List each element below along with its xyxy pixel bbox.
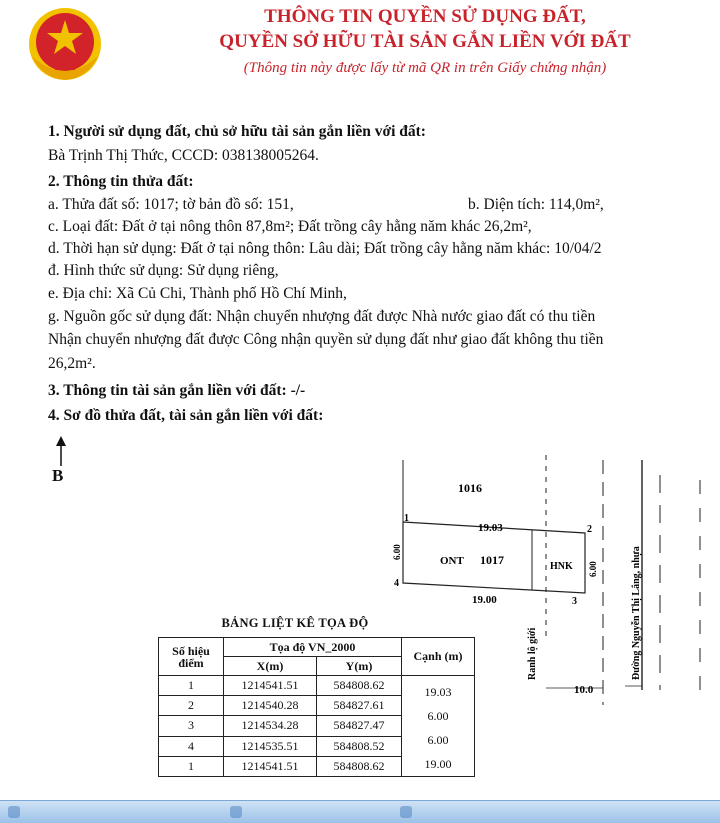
point-2-label: 2 [587,524,592,535]
origin-line2: Nhận chuyển nhượng đất được Công nhận quyền sử dụng đất như giao đất không thu tiền [48,331,604,348]
x-cell: 1214535.51 [224,736,317,756]
edge-value: 19.00 [424,757,452,771]
point-3-label: 3 [572,596,577,607]
edge-left-label: 6.00 [392,544,402,560]
parcel-number-label: 1017 [480,553,504,567]
point-cell: 3 [159,716,224,736]
document-title-line2: QUYỀN SỞ HỮU TÀI SẢN GẮN LIỀN VỚI ĐẤT [219,31,631,52]
section3-heading: 3. Thông tin tài sản gắn liền với đất: -/- [48,382,306,399]
y-cell: 584827.47 [317,716,402,736]
point-cell: 2 [159,696,224,716]
neighbor-parcel-label: 1016 [458,481,482,495]
document-title-line1: THÔNG TIN QUYỀN SỬ DỤNG ĐẤT, [264,6,586,27]
road-width-label: 10.0 [574,684,594,696]
col-coord-header: Tọa độ VN_2000 [224,638,402,657]
col-y-header: Y(m) [317,657,402,676]
section2-heading: 2. Thông tin thửa đất: [48,173,194,190]
origin-line1: g. Nguồn gốc sử dụng đất: Nhận chuyển nhượng đất được Nhà nước giao đất có thu tiền [48,308,596,325]
x-cell: 1214534.28 [224,716,317,736]
col-edge-header: Cạnh (m) [402,638,475,676]
point-cell: 1 [159,676,224,696]
parcel-number-line: a. Thửa đất số: 1017; tờ bản đồ số: 151, [48,196,294,213]
y-cell: 584808.62 [317,756,402,776]
parcel-area-line: b. Diện tích: 114,0m², [468,196,604,213]
origin-line3: 26,2m². [48,355,96,372]
usage-form-line: đ. Hình thức sử dụng: Sử dụng riêng, [48,262,279,279]
taskbar [0,800,720,823]
boundary-label: Ranh lộ giới [527,627,538,680]
x-cell: 1214540.28 [224,696,317,716]
table-row [159,676,475,696]
usage-term-line: d. Thời hạn sử dụng: Đất ở tại nông thôn: Lâu dài; Đất trồng cây hằng năm khác: 10/04/2 [48,240,602,257]
point-1-label: 1 [404,513,409,524]
north-label: B [52,466,64,485]
owner-info: Bà Trịnh Thị Thức, CCCD: 038138005264. [48,147,319,164]
y-cell: 584808.52 [317,736,402,756]
coord-table-title: BẢNG LIỆT KÊ TỌA ĐỘ [221,616,369,630]
x-cell: 1214541.51 [224,756,317,776]
section1-heading: 1. Người sử dụng đất, chủ sở hữu tài sản gắn liền với đất: [48,123,426,140]
point-cell: 4 [159,736,224,756]
edge-value: 6.00 [427,709,449,723]
edge-right-label: 6.00 [588,561,598,577]
national-emblem-icon [22,4,108,84]
edge-bottom-label: 19.00 [472,594,497,606]
col-point-header: Số hiệu điểm [159,638,224,676]
taskbar-icon[interactable] [400,806,412,818]
edge-value: 19.03 [424,685,452,699]
north-arrow-icon [55,436,67,466]
coord-table [158,637,475,777]
point-cell: 1 [159,756,224,776]
section4-heading: 4. Sơ đồ thửa đất, tài sản gắn liền với đất: [48,407,324,424]
point-4-label: 4 [394,578,399,589]
road-label: Đường Nguyễn Thị Lắng, nhựa [631,546,642,680]
document-subtitle: (Thông tin này được lấy từ mã QR in trên Giấy chứng nhận) [243,60,607,76]
y-cell: 584808.62 [317,676,402,696]
x-cell: 1214541.51 [224,676,317,696]
edge-top-label: 19.03 [478,522,503,534]
address-line: e. Địa chỉ: Xã Củ Chi, Thành phố Hồ Chí Minh, [48,285,347,302]
edge-value: 6.00 [427,733,449,747]
hnk-label: HNK [550,561,573,572]
taskbar-icon[interactable] [8,806,20,818]
y-cell: 584827.61 [317,696,402,716]
land-type-line: c. Loại đất: Đất ở tại nông thôn 87,8m²; Đất trồng cây hằng năm khác 26,2m², [48,218,532,235]
parcel-code-label: ONT [440,555,464,567]
taskbar-icon[interactable] [230,806,242,818]
col-x-header: X(m) [224,657,317,676]
edge-cell [402,676,475,777]
